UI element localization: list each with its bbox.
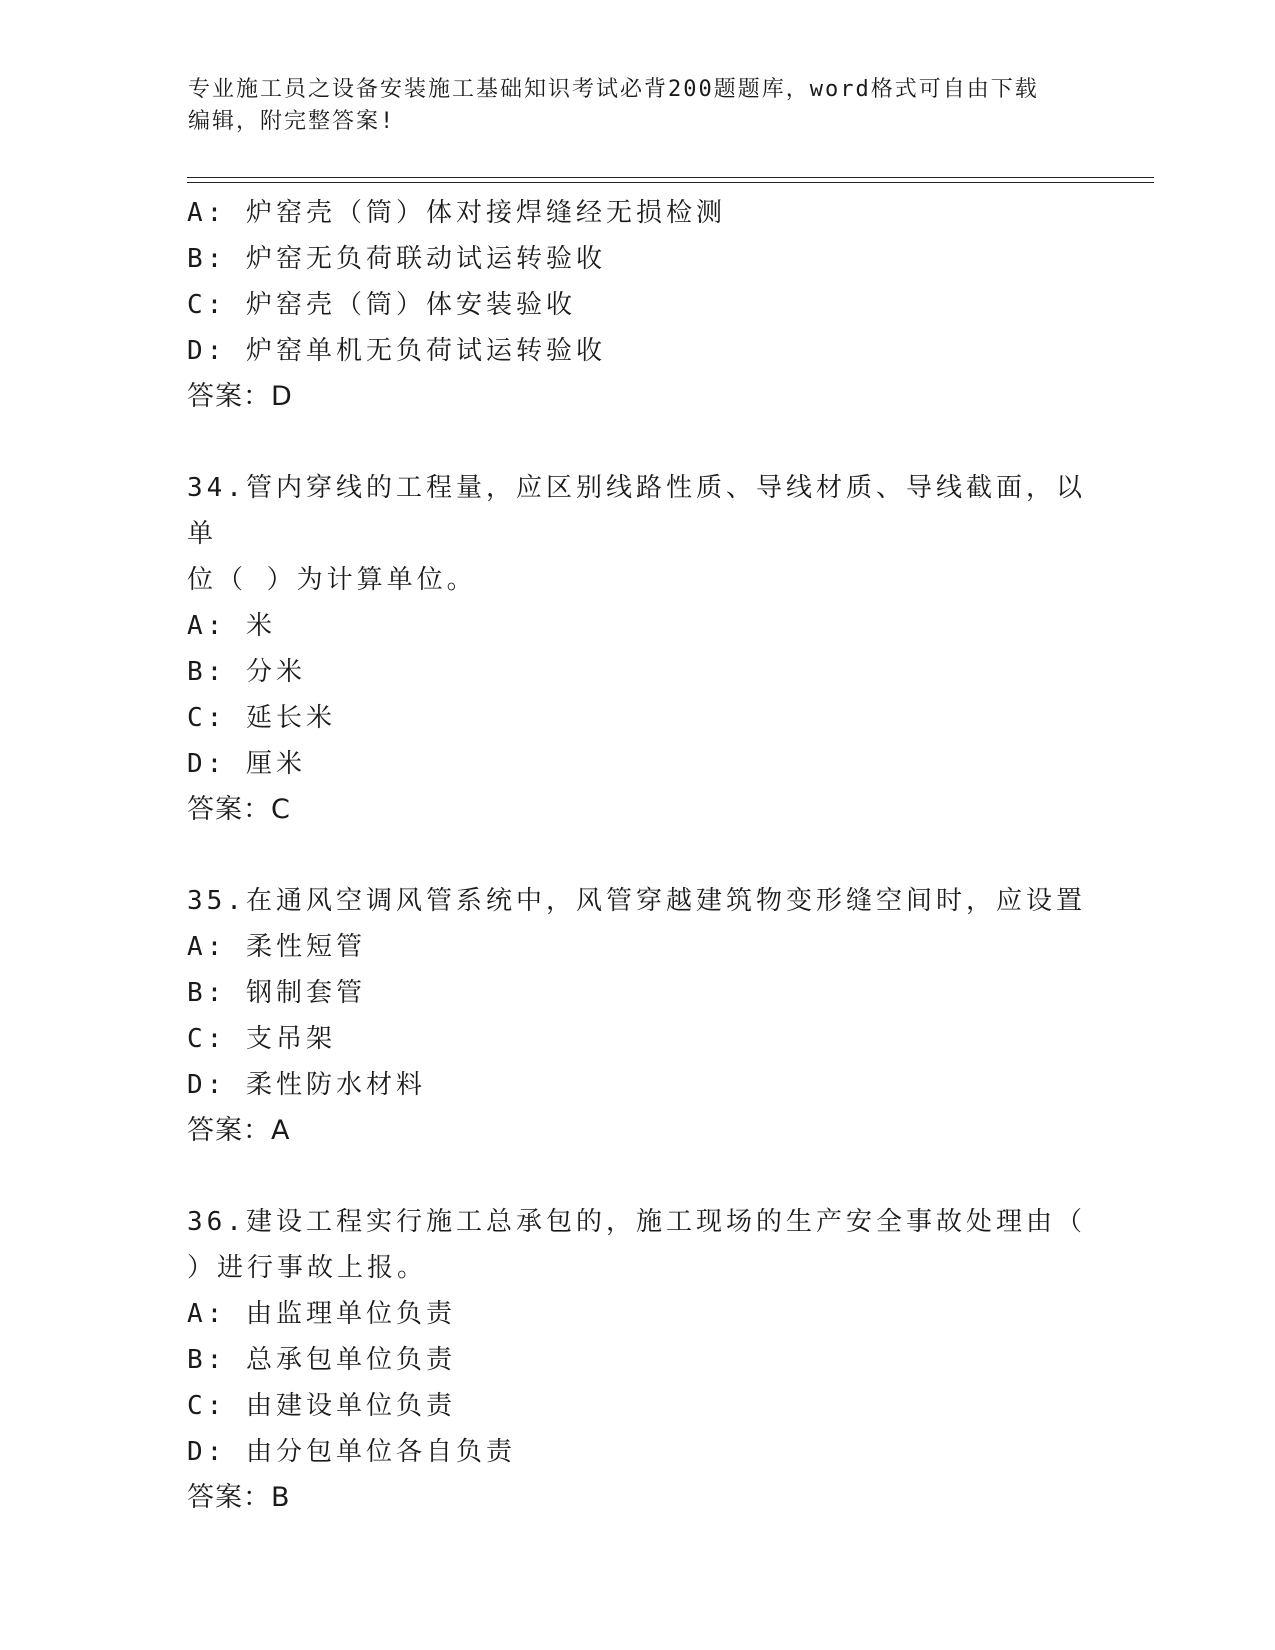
option-a: A: 炉窑壳（筒）体对接焊缝经无损检测 bbox=[187, 198, 726, 228]
header-divider-bottom bbox=[187, 182, 1154, 183]
header-divider-top bbox=[187, 177, 1154, 178]
option-b: B: 炉窑无负荷联动试运转验收 bbox=[187, 244, 606, 274]
option-d: D: 柔性防水材料 bbox=[187, 1070, 426, 1100]
option-c: C: 炉窑壳（筒）体安装验收 bbox=[187, 290, 576, 320]
option-b: B: 钢制套管 bbox=[187, 978, 366, 1008]
question-list bbox=[187, 190, 1087, 1521]
option-c: C: 由建设单位负责 bbox=[187, 1391, 456, 1421]
document-header bbox=[188, 74, 1078, 138]
option-a: A: 由监理单位负责 bbox=[187, 1299, 456, 1329]
answer-line: 答案：B bbox=[187, 1482, 291, 1513]
option-b: B: 分米 bbox=[187, 657, 306, 687]
question-stem-line-2: ）进行事故上报。 bbox=[187, 1253, 428, 1283]
option-c: C: 支吊架 bbox=[187, 1024, 336, 1054]
question-stem-line-1: 36.建设工程实行施工总承包的，施工现场的生产安全事故处理由（ bbox=[187, 1207, 1086, 1237]
answer-line: 答案：D bbox=[187, 381, 293, 412]
question-stem-line-2: 位（ ）为计算单位。 bbox=[187, 565, 477, 595]
option-d: D: 炉窑单机无负荷试运转验收 bbox=[187, 336, 606, 366]
header-title-line-2: 编辑，附完整答案! bbox=[188, 109, 396, 134]
question-stem-line-1: 35.在通风空调风管系统中，风管穿越建筑物变形缝空间时，应设置 bbox=[187, 886, 1086, 916]
answer-line: 答案：A bbox=[187, 1115, 291, 1146]
question-36 bbox=[187, 1199, 1087, 1521]
option-d: D: 厘米 bbox=[187, 749, 306, 779]
header-title-line-1: 专业施工员之设备安装施工基础知识考试必背200题题库，word格式可自由下载 bbox=[188, 77, 1039, 102]
option-d: D: 由分包单位各自负责 bbox=[187, 1437, 516, 1467]
option-a: A: 米 bbox=[187, 611, 276, 641]
answer-line: 答案：C bbox=[187, 794, 291, 825]
question-34 bbox=[187, 465, 1087, 833]
option-b: B: 总承包单位负责 bbox=[187, 1345, 456, 1375]
question-stem-line-1: 34.管内穿线的工程量，应区别线路性质、导线材质、导线截面，以单 bbox=[187, 473, 1086, 549]
option-a: A: 柔性短管 bbox=[187, 932, 366, 962]
question-35 bbox=[187, 878, 1087, 1154]
question-33 bbox=[187, 190, 1087, 420]
option-c: C: 延长米 bbox=[187, 703, 336, 733]
